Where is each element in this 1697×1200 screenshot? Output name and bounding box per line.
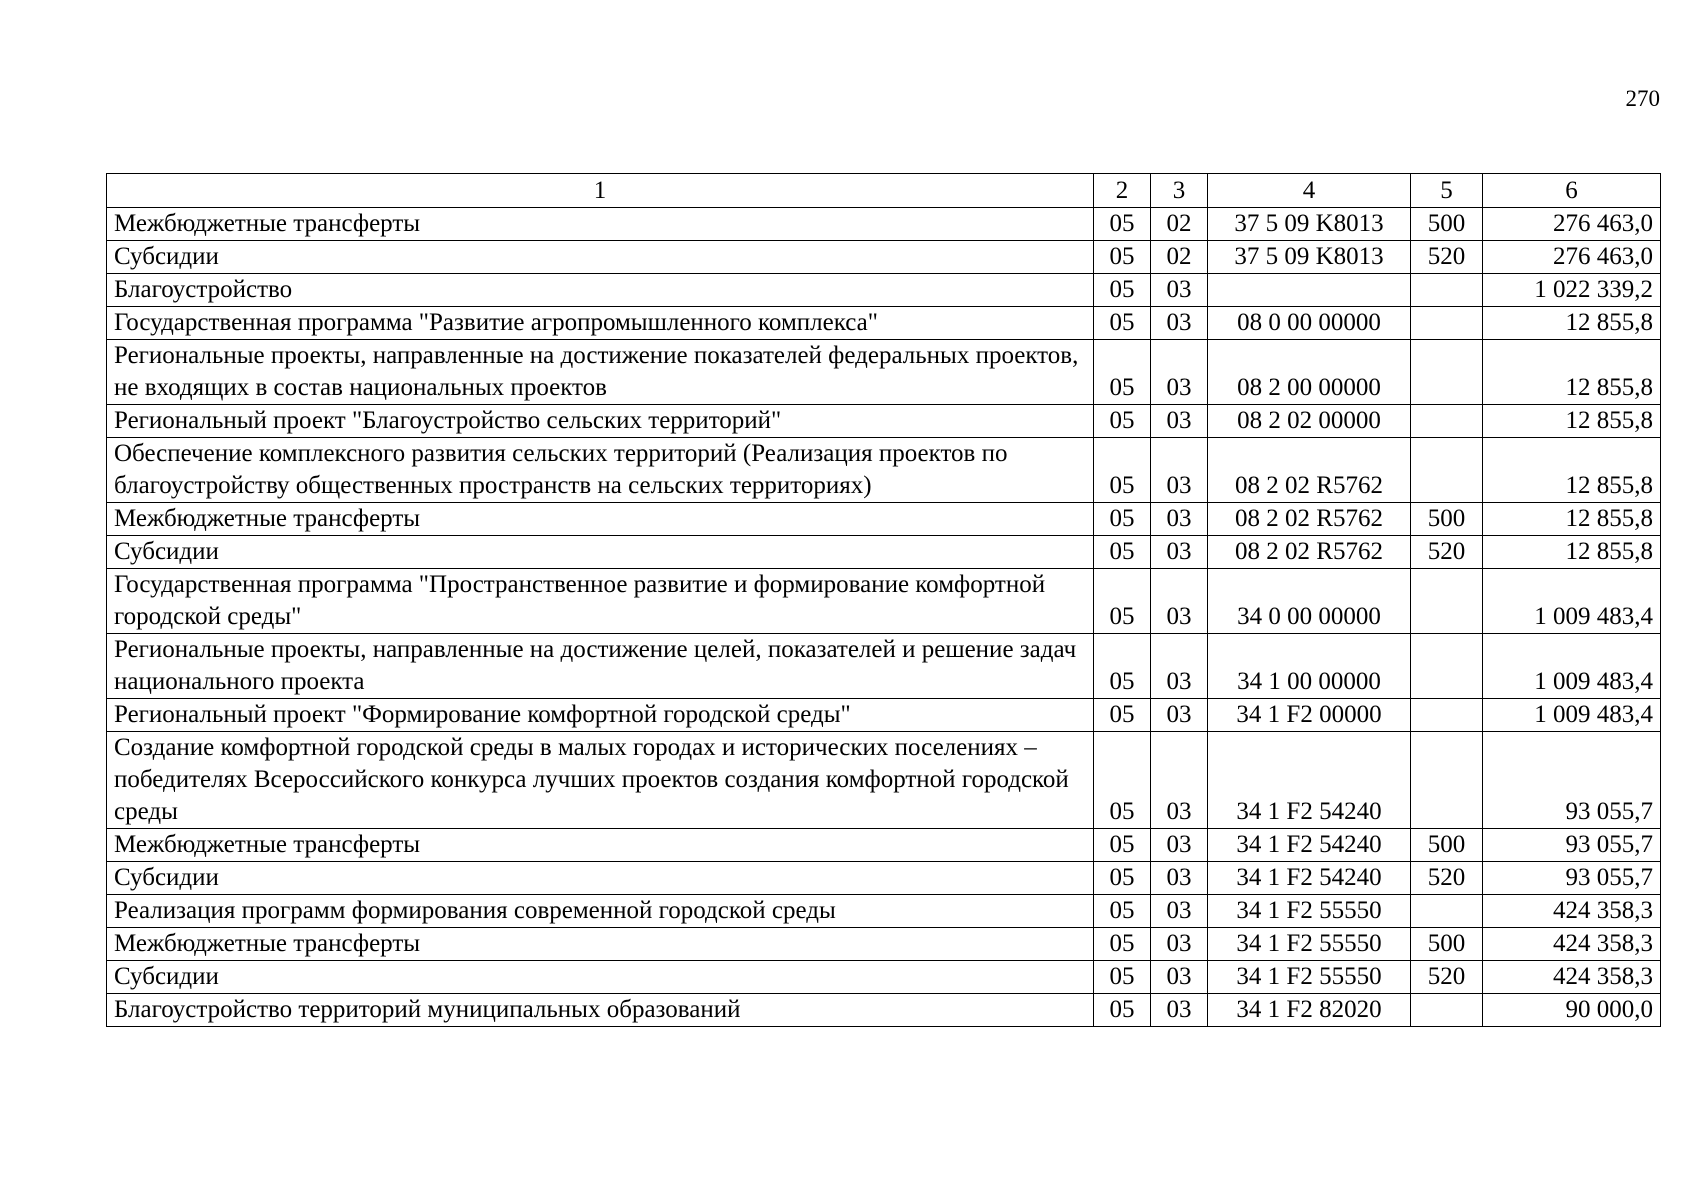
row-section: 05 [1094,536,1151,569]
row-section: 05 [1094,928,1151,961]
row-expense-type [1411,340,1483,405]
row-subsection: 03 [1151,961,1208,994]
column-header-5: 5 [1411,174,1483,208]
row-amount: 12 855,8 [1483,307,1661,340]
row-section: 05 [1094,895,1151,928]
row-amount: 12 855,8 [1483,536,1661,569]
row-section: 05 [1094,829,1151,862]
row-section: 05 [1094,208,1151,241]
row-subsection: 03 [1151,307,1208,340]
row-amount: 90 000,0 [1483,994,1661,1027]
row-section: 05 [1094,634,1151,699]
row-amount: 424 358,3 [1483,928,1661,961]
table-row [107,405,1661,438]
row-expense-type: 500 [1411,829,1483,862]
row-expense-type: 500 [1411,928,1483,961]
row-name: Межбюджетные трансферты [107,928,1094,961]
row-amount: 1 009 483,4 [1483,569,1661,634]
row-name: Благоустройство территорий муниципальных образований [107,994,1094,1027]
table-row [107,928,1661,961]
row-expense-type [1411,569,1483,634]
row-amount: 12 855,8 [1483,503,1661,536]
row-expense-type [1411,405,1483,438]
row-expense-type [1411,274,1483,307]
row-target-code: 34 1 F2 55550 [1208,961,1411,994]
row-target-code: 34 1 00 00000 [1208,634,1411,699]
row-expense-type [1411,895,1483,928]
row-section: 05 [1094,405,1151,438]
row-name: Субсидии [107,862,1094,895]
row-amount: 12 855,8 [1483,438,1661,503]
row-amount: 1 022 339,2 [1483,274,1661,307]
row-amount: 93 055,7 [1483,862,1661,895]
row-expense-type: 520 [1411,241,1483,274]
row-name: Реализация программ формирования современной городской среды [107,895,1094,928]
table-body [107,208,1661,1027]
row-target-code: 08 2 00 00000 [1208,340,1411,405]
row-name: Межбюджетные трансферты [107,208,1094,241]
row-section: 05 [1094,340,1151,405]
row-target-code: 34 1 F2 82020 [1208,994,1411,1027]
row-target-code: 08 2 02 R5762 [1208,438,1411,503]
row-expense-type [1411,438,1483,503]
row-subsection: 03 [1151,699,1208,732]
row-expense-type [1411,699,1483,732]
row-section: 05 [1094,699,1151,732]
row-expense-type: 500 [1411,208,1483,241]
row-amount: 424 358,3 [1483,895,1661,928]
row-subsection: 02 [1151,241,1208,274]
column-header-3: 3 [1151,174,1208,208]
budget-table [106,173,1661,1027]
row-subsection: 03 [1151,536,1208,569]
row-amount: 1 009 483,4 [1483,634,1661,699]
table-row [107,340,1661,405]
row-name: Региональный проект "Благоустройство сельских территорий" [107,405,1094,438]
row-target-code: 34 1 F2 54240 [1208,862,1411,895]
column-header-1: 1 [107,174,1094,208]
table-row [107,208,1661,241]
row-subsection: 03 [1151,438,1208,503]
row-amount: 276 463,0 [1483,241,1661,274]
table-row [107,732,1661,829]
row-section: 05 [1094,961,1151,994]
row-section: 05 [1094,994,1151,1027]
row-target-code: 08 2 02 00000 [1208,405,1411,438]
row-name: Межбюджетные трансферты [107,829,1094,862]
row-name: Обеспечение комплексного развития сельских территорий (Реализация проектов по благоустройству общественных пространств на сельских территориях) [107,438,1094,503]
row-subsection: 03 [1151,928,1208,961]
row-expense-type: 520 [1411,961,1483,994]
row-section: 05 [1094,732,1151,829]
table-row [107,634,1661,699]
row-target-code: 37 5 09 K8013 [1208,241,1411,274]
row-name: Субсидии [107,536,1094,569]
row-target-code: 34 1 F2 54240 [1208,732,1411,829]
table-row [107,569,1661,634]
row-name: Региональные проекты, направленные на достижение показателей федеральных проектов, не входящих в состав национальных проектов [107,340,1094,405]
row-subsection: 03 [1151,340,1208,405]
column-header-4: 4 [1208,174,1411,208]
row-expense-type: 520 [1411,862,1483,895]
row-amount: 276 463,0 [1483,208,1661,241]
row-section: 05 [1094,569,1151,634]
row-subsection: 03 [1151,503,1208,536]
row-section: 05 [1094,862,1151,895]
row-expense-type: 520 [1411,536,1483,569]
row-target-code: 08 2 02 R5762 [1208,536,1411,569]
row-name: Благоустройство [107,274,1094,307]
table-row [107,862,1661,895]
row-target-code: 34 1 F2 00000 [1208,699,1411,732]
row-target-code [1208,274,1411,307]
table-row [107,994,1661,1027]
row-amount: 12 855,8 [1483,405,1661,438]
table-row [107,503,1661,536]
table-row [107,895,1661,928]
row-target-code: 37 5 09 K8013 [1208,208,1411,241]
row-name: Создание комфортной городской среды в малых городах и исторических поселениях – победителях Всероссийского конкурса лучших проектов создания комфортной городской среды [107,732,1094,829]
row-subsection: 03 [1151,732,1208,829]
row-section: 05 [1094,307,1151,340]
row-subsection: 03 [1151,895,1208,928]
row-name: Региональные проекты, направленные на достижение целей, показателей и решение задач национального проекта [107,634,1094,699]
column-header-2: 2 [1094,174,1151,208]
table-row [107,699,1661,732]
row-section: 05 [1094,438,1151,503]
table-row [107,241,1661,274]
row-amount: 12 855,8 [1483,340,1661,405]
row-target-code: 08 2 02 R5762 [1208,503,1411,536]
table-row [107,438,1661,503]
row-section: 05 [1094,274,1151,307]
table-row [107,307,1661,340]
row-subsection: 03 [1151,569,1208,634]
row-target-code: 34 1 F2 55550 [1208,928,1411,961]
row-subsection: 03 [1151,829,1208,862]
row-target-code: 34 0 00 00000 [1208,569,1411,634]
row-section: 05 [1094,241,1151,274]
row-amount: 1 009 483,4 [1483,699,1661,732]
row-expense-type: 500 [1411,503,1483,536]
row-subsection: 03 [1151,862,1208,895]
row-name: Государственная программа "Пространственное развитие и формирование комфортной городской среды" [107,569,1094,634]
table-row [107,274,1661,307]
row-name: Субсидии [107,241,1094,274]
row-subsection: 03 [1151,274,1208,307]
row-subsection: 03 [1151,634,1208,699]
row-amount: 93 055,7 [1483,732,1661,829]
row-amount: 424 358,3 [1483,961,1661,994]
row-name: Субсидии [107,961,1094,994]
row-amount: 93 055,7 [1483,829,1661,862]
row-expense-type [1411,732,1483,829]
table-row [107,829,1661,862]
row-name: Межбюджетные трансферты [107,503,1094,536]
row-expense-type [1411,307,1483,340]
row-target-code: 34 1 F2 54240 [1208,829,1411,862]
row-expense-type [1411,634,1483,699]
row-expense-type [1411,994,1483,1027]
row-target-code: 08 0 00 00000 [1208,307,1411,340]
page-number: 270 [1625,86,1660,111]
table-row [107,536,1661,569]
row-subsection: 03 [1151,994,1208,1027]
row-name: Государственная программа "Развитие агропромышленного комплекса" [107,307,1094,340]
row-section: 05 [1094,503,1151,536]
row-subsection: 03 [1151,405,1208,438]
table-header-row [107,174,1661,208]
column-header-6: 6 [1483,174,1661,208]
row-subsection: 02 [1151,208,1208,241]
row-target-code: 34 1 F2 55550 [1208,895,1411,928]
table-row [107,961,1661,994]
row-name: Региональный проект "Формирование комфортной городской среды" [107,699,1094,732]
